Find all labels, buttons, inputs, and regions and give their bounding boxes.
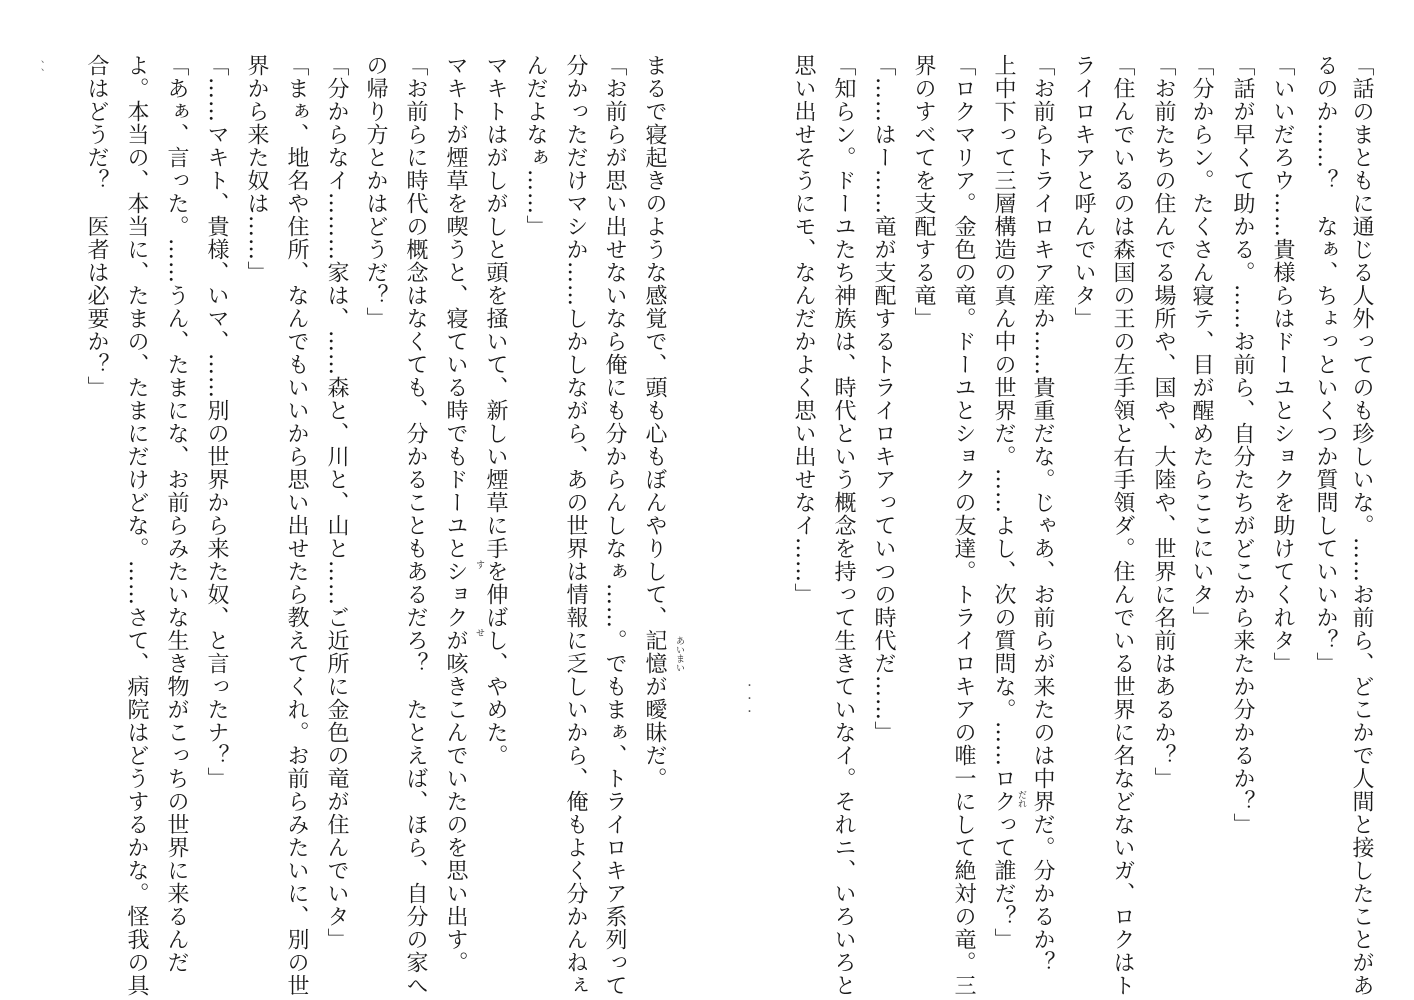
furigana: あいまい — [674, 636, 684, 672]
text-column: 「ロクマリア。金色の竜。ドーユとショクの友達。トライロキアの唯一にして絶対の竜。三 — [951, 54, 976, 997]
text-column: マキトが煙草を喫うと、寝ている時でもドーユとショクが咳きこんでいたのを思い出す。 — [443, 54, 468, 974]
text-column: の帰り方とかはどうだ？」 — [363, 54, 388, 330]
text-column: 「お前らに時代の概念はなくても、分かることもあるだろ？ たとえば、ほら、自分の家へ — [403, 54, 428, 997]
text-column: よ。本当の、本当に、たまの、たまにだけどな。……さて、病院はどうするかな。怪我の具 — [124, 54, 149, 997]
text-column: まるで寝起きのような感覚で、頭も心もぼんやりして、記憶が曖昧だ。 — [642, 54, 667, 790]
text-column: 「まぁ、地名や住所、なんでもいいから思い出せたら教えてくれ。お前らみたいに、別の世 — [284, 54, 309, 997]
text-column: 分かっただけマシか……しかしながら、あの世界は情報に乏しいから、俺もよく分かんねぇ — [563, 54, 588, 997]
text-column: 「あぁ、言った。……うん、たまにな、お前らみたいな生き物がこっちの世界に来るんだ — [164, 54, 189, 974]
furigana: せ — [474, 628, 484, 637]
text-column: 合はどうだ？ 医者は必要か？」 — [84, 54, 109, 399]
text-column: 「いいだろウ……貴様らはドーユとショクを助けてくれタ」 — [1270, 54, 1295, 675]
text-column: 「話が早くて助かる。……お前ら、自分たちがどこから来たか分かるか？」 — [1230, 54, 1255, 836]
text-column: マキトはがしがしと頭を掻いて、新しい煙草に手を伸ばし、やめた。 — [483, 54, 508, 767]
text-column: 「……マキト、貴様、いマ、……別の世界から来た奴、と言ったナ？」 — [204, 54, 229, 790]
text-column: 界のすべてを支配する竜」 — [911, 54, 936, 330]
text-column: 思い出せそうにモ、なんだかよく思い出せなイ……」 — [791, 54, 816, 606]
gutter-mark: ・・・ — [742, 680, 753, 719]
text-column: んだよなぁ……」 — [523, 54, 548, 238]
page-edge-mark: 、、 — [32, 60, 43, 81]
text-column: ライロキアと呼んでいタ」 — [1071, 54, 1096, 330]
furigana: す — [474, 560, 484, 569]
text-column: 上中下って三層構造の真ん中の世界だ。……よし、次の質問な。……ロクって誰だ？」 — [991, 54, 1016, 951]
text-column: 「住んでいるのは森国の王の左手領と右手領ダ。住んでいる世界に名などないガ、ロクはト — [1110, 54, 1135, 997]
furigana: だれ — [1016, 790, 1026, 808]
text-column: るのか……？ なぁ、ちょっといくつか質問していいか？」 — [1313, 54, 1338, 675]
text-column: 「知らン。ドーユたち神族は、時代という概念を持って生きていなイ。それニ、いろいろと — [831, 54, 856, 997]
right-page — [707, 0, 1414, 1000]
text-column: 「お前たちの住んでる場所や、国や、大陸や、世界に名前はあるか？」 — [1151, 54, 1176, 790]
text-column: 「分からン。たくさん寝テ、目が醒めたらここにいタ」 — [1189, 54, 1214, 629]
text-column: 「話のまともに通じる人外ってのも珍しいな。……お前ら、どこかで人間と接したことがあ — [1349, 54, 1374, 997]
text-column: 界から来た奴は……」 — [244, 54, 269, 284]
text-column: 「お前らトライロキア産か……貴重だな。じゃあ、お前らが来たのは中界だ。分かるか？ — [1030, 54, 1055, 974]
text-column: 「……はー……竜が支配するトライロキアっていつの時代だ……」 — [871, 54, 896, 744]
text-column: 「お前らが思い出せないなら俺にも分からんしなぁ……。でもまぁ、トライロキア系列って — [602, 54, 627, 997]
text-column: 「分からなイ………家は、……森と、川と、山と……ご近所に金色の竜が住んでいタ」 — [324, 54, 349, 951]
